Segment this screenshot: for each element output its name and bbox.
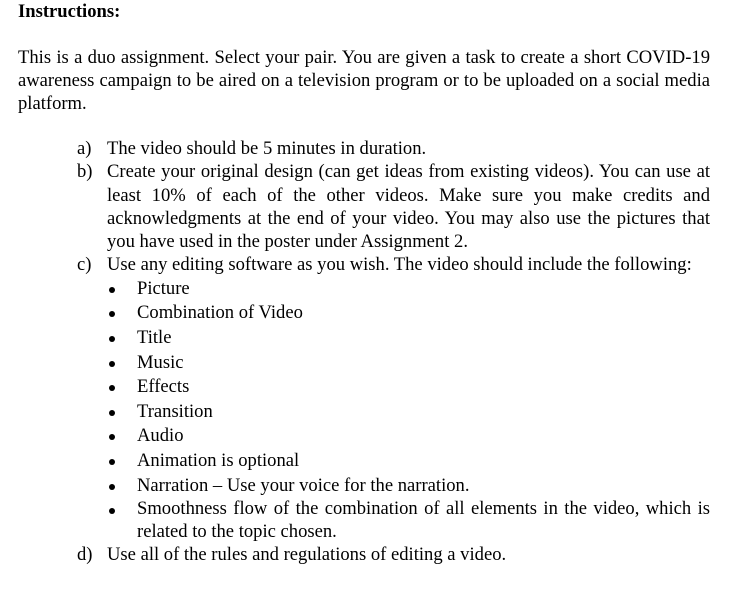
bullet-item — [107, 326, 710, 351]
bullet-item — [107, 277, 710, 302]
requirements-bullet-list — [107, 277, 710, 543]
bullet-text: Animation is optional — [137, 449, 300, 471]
bullet-text: Audio — [137, 425, 184, 447]
list-item-a — [18, 137, 710, 160]
list-item-c — [18, 253, 710, 543]
list-item-text: Use any editing software as you wish. The video should include the following: — [107, 254, 692, 276]
bullet-icon — [109, 336, 115, 342]
list-item-d — [18, 543, 710, 566]
instructions-heading: Instructions: — [18, 1, 121, 22]
bullet-icon — [109, 459, 115, 465]
bullet-item — [107, 498, 710, 543]
bullet-item — [107, 400, 710, 425]
list-item-text: Use all of the rules and regulations of editing a video. — [107, 544, 507, 566]
bullet-text: Smoothness flow of the combination of all elements in the video, which is related to the topic chosen. — [137, 498, 710, 542]
list-item-text: Create your original design (can get ideas from existing videos). You can use at least 10% of each of the other videos. Make sure you make credits and acknowledgments at the end of your video. You may also use the pictures that you have used in the poster under Assignment 2. — [107, 161, 710, 253]
list-marker: c) — [77, 254, 92, 276]
bullet-icon — [109, 311, 115, 317]
bullet-icon — [109, 508, 115, 514]
bullet-icon — [109, 287, 115, 293]
bullet-text: Effects — [137, 376, 190, 398]
bullet-text: Narration – Use your voice for the narration. — [137, 474, 470, 496]
instruction-list — [18, 137, 710, 566]
intro-paragraph: This is a duo assignment. Select your pair. You are given a task to create a short COVID-19 awareness campaign to be aired on a television program or to be uploaded on a social media platform. — [18, 47, 710, 114]
bullet-icon — [109, 385, 115, 391]
bullet-icon — [109, 484, 115, 490]
bullet-icon — [109, 361, 115, 367]
list-marker: b) — [77, 161, 93, 183]
bullet-text: Transition — [137, 400, 213, 422]
bullet-icon — [109, 434, 115, 440]
bullet-item — [107, 351, 710, 376]
bullet-icon — [109, 410, 115, 416]
list-item-text: The video should be 5 minutes in duration. — [107, 138, 427, 159]
bullet-item — [107, 474, 710, 499]
bullet-item — [107, 301, 710, 326]
list-marker: a) — [77, 138, 92, 159]
list-item-b — [18, 160, 710, 253]
bullet-item — [107, 424, 710, 449]
bullet-item — [107, 449, 710, 474]
bullet-text: Music — [137, 351, 184, 373]
list-marker: d) — [77, 544, 93, 566]
bullet-item — [107, 375, 710, 400]
bullet-text: Title — [137, 326, 172, 348]
bullet-text: Picture — [137, 277, 190, 299]
bullet-text: Combination of Video — [137, 302, 303, 324]
